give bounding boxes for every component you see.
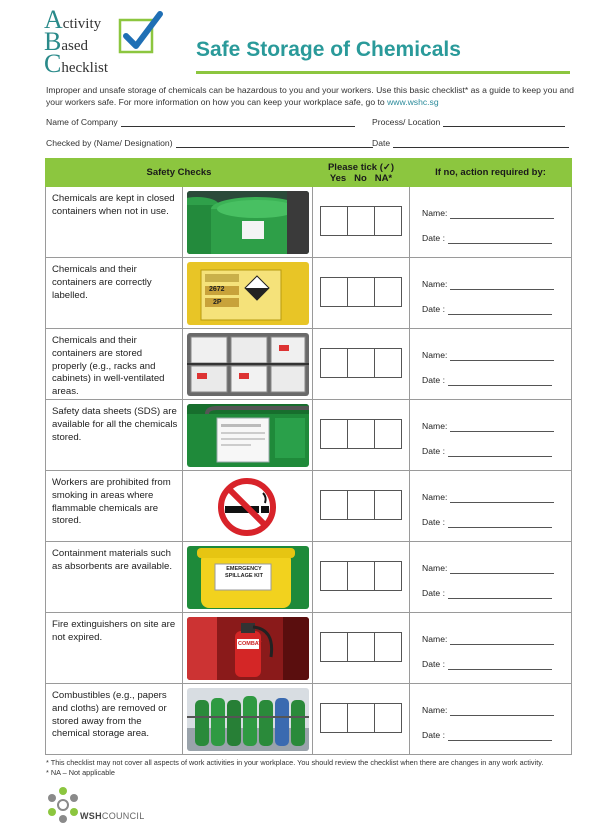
name-label: Name: — [422, 705, 448, 715]
action-fields — [410, 258, 571, 322]
company-label: Name of Company — [46, 117, 118, 127]
name-label: Name: — [422, 279, 448, 289]
page-title: Safe Storage of Chemicals — [196, 38, 461, 61]
date-input[interactable] — [448, 731, 552, 741]
check-text: Containment materials such as absorbents are available. — [52, 548, 172, 572]
date-label: Date : — [422, 659, 445, 669]
date-label: Date : — [422, 446, 445, 456]
name-input[interactable] — [450, 635, 554, 645]
check-text: Fire extinguishers on site are not expired. — [52, 619, 176, 643]
tick-boxes[interactable] — [320, 703, 402, 733]
footnotes — [46, 758, 576, 778]
date-field[interactable] — [372, 137, 569, 148]
yes-checkbox[interactable] — [321, 349, 347, 377]
date-input[interactable] — [448, 305, 552, 315]
wshc-link[interactable]: www.wshc.sg — [387, 97, 439, 107]
tick-boxes[interactable] — [320, 206, 402, 236]
check-text: Chemicals and their containers are correctly labelled. — [52, 264, 152, 301]
tick-boxes[interactable] — [320, 632, 402, 662]
header-action-required: If no, action required by: — [410, 159, 572, 187]
no-checkbox[interactable] — [347, 491, 374, 519]
yes-checkbox[interactable] — [321, 704, 347, 732]
no-checkbox[interactable] — [347, 420, 374, 448]
no-checkbox[interactable] — [347, 562, 374, 590]
date-label: Date — [372, 138, 391, 148]
table-row — [46, 258, 572, 329]
safety-checklist-table — [45, 158, 572, 755]
tick-boxes[interactable] — [320, 348, 402, 378]
date-input[interactable] — [448, 660, 552, 670]
table-row — [46, 329, 572, 400]
no-checkbox[interactable] — [347, 349, 374, 377]
process-location-label: Process/ Location — [372, 117, 441, 127]
date-label: Date : — [422, 517, 445, 527]
na-checkbox[interactable] — [374, 633, 401, 661]
gas-cylinders-photo — [187, 688, 309, 751]
check-text: Workers are prohibited from smoking in areas where flammable chemicals are stored. — [52, 477, 171, 527]
name-input[interactable] — [450, 280, 554, 290]
na-checkbox[interactable] — [374, 278, 401, 306]
un-number-text: 2672 — [209, 286, 225, 293]
intro-text: Improper and unsafe storage of chemicals can be hazardous to you and your workers. Use this basic checklist* as a guide to keep you and your workers safe. For more information on how you can keep your workplace safe, go to — [46, 85, 574, 107]
tick-boxes[interactable] — [320, 277, 402, 307]
header-please-tick — [312, 159, 409, 187]
table-header-row — [46, 159, 572, 187]
name-label: Name: — [422, 563, 448, 573]
name-input[interactable] — [450, 422, 554, 432]
name-label: Name: — [422, 208, 448, 218]
action-fields — [410, 542, 571, 606]
title-underline — [196, 71, 570, 74]
tick-options-label: Yes No NA* — [329, 172, 393, 184]
date-label: Date : — [422, 588, 445, 598]
name-input[interactable] — [450, 209, 554, 219]
yes-checkbox[interactable] — [321, 562, 347, 590]
no-checkbox[interactable] — [347, 633, 374, 661]
date-label: Date : — [422, 730, 445, 740]
name-label: Name: — [422, 421, 448, 431]
name-input[interactable] — [450, 493, 554, 503]
action-fields — [410, 329, 571, 393]
ibc-tanks-photo — [187, 333, 309, 396]
spill-kit-photo — [187, 546, 309, 609]
na-checkbox[interactable] — [374, 704, 401, 732]
sds-holder-photo — [187, 404, 309, 467]
company-field[interactable] — [46, 116, 355, 127]
table-row — [46, 187, 572, 258]
footnote-checklist: * This checklist may not cover all aspects of work activities in your workplace. You should review the checklist when there are changes in any work activity. — [46, 758, 544, 767]
abc-logo: Activity Based Checklist — [44, 8, 174, 76]
yes-checkbox[interactable] — [321, 633, 347, 661]
check-text: Chemicals are kept in closed containers when not in use. — [52, 193, 175, 217]
check-text: Combustibles (e.g., papers and cloths) are removed or stored away from the chemical storage area. — [52, 690, 167, 740]
na-checkbox[interactable] — [374, 491, 401, 519]
extinguisher-label-text: COMBAT — [238, 641, 262, 647]
tick-header-label: Please tick (✓) — [327, 161, 395, 173]
table-row — [46, 471, 572, 542]
action-fields — [410, 400, 571, 464]
date-label: Date : — [422, 304, 445, 314]
date-label: Date : — [422, 233, 445, 243]
date-input[interactable] — [448, 234, 552, 244]
action-fields — [410, 187, 571, 251]
intro-paragraph — [46, 84, 576, 108]
tick-boxes[interactable] — [320, 561, 402, 591]
yes-checkbox[interactable] — [321, 420, 347, 448]
check-text: Chemicals and their containers are stored properly (e.g., racks and cabinets) in well-ventilated areas. — [52, 335, 165, 398]
wsh-council-logo — [46, 785, 186, 829]
na-checkbox[interactable] — [374, 420, 401, 448]
name-label: Name: — [422, 350, 448, 360]
table-row — [46, 400, 572, 471]
no-smoking-sign-photo — [187, 475, 309, 538]
hazchem-code-text: 2P — [213, 299, 222, 306]
hazard-label-photo — [187, 262, 309, 325]
no-checkbox[interactable] — [347, 704, 374, 732]
spill-kit-label-text: EMERGENCY SPILLAGE KIT — [225, 566, 263, 579]
name-label: Name: — [422, 634, 448, 644]
checked-by-field[interactable] — [46, 137, 373, 148]
check-text: Safety data sheets (SDS) are available for all the chemicals stored. — [52, 406, 178, 443]
date-label: Date : — [422, 375, 445, 385]
yes-checkbox[interactable] — [321, 491, 347, 519]
tick-boxes[interactable] — [320, 490, 402, 520]
yes-checkbox[interactable] — [321, 207, 347, 235]
fire-extinguisher-photo — [187, 617, 309, 680]
name-label: Name: — [422, 492, 448, 502]
na-checkbox[interactable] — [374, 207, 401, 235]
name-input[interactable] — [450, 706, 554, 716]
date-input[interactable] — [448, 447, 552, 457]
action-fields — [410, 471, 571, 535]
action-fields — [410, 684, 571, 748]
table-row — [46, 613, 572, 684]
date-input[interactable] — [448, 376, 552, 386]
date-input[interactable] — [448, 518, 552, 528]
action-fields — [410, 613, 571, 677]
no-checkbox[interactable] — [347, 207, 374, 235]
footnote-na: * NA – Not applicable — [46, 768, 115, 777]
name-input[interactable] — [450, 351, 554, 361]
no-checkbox[interactable] — [347, 278, 374, 306]
checkmark-logo-icon — [116, 10, 164, 56]
checked-by-label: Checked by (Name/ Designation) — [46, 138, 173, 148]
table-row — [46, 542, 572, 613]
name-input[interactable] — [450, 564, 554, 574]
tick-boxes[interactable] — [320, 419, 402, 449]
date-input[interactable] — [448, 589, 552, 599]
table-row — [46, 684, 572, 755]
na-checkbox[interactable] — [374, 349, 401, 377]
council-name: WSHCOUNCIL — [80, 811, 145, 821]
process-location-field[interactable] — [372, 116, 565, 127]
yes-checkbox[interactable] — [321, 278, 347, 306]
na-checkbox[interactable] — [374, 562, 401, 590]
green-drums-photo — [187, 191, 309, 254]
header-safety-checks: Safety Checks — [46, 159, 313, 187]
council-emblem-icon — [46, 785, 80, 825]
